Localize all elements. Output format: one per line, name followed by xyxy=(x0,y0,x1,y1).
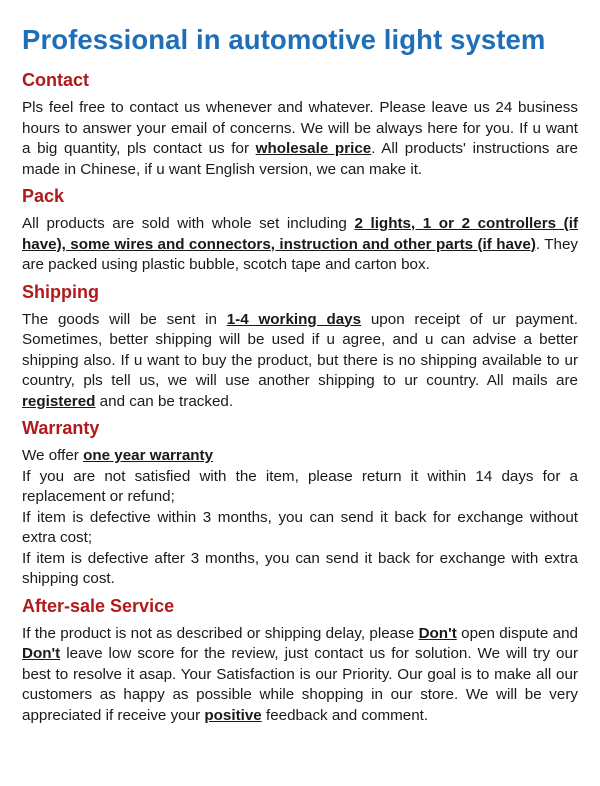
pack-section xyxy=(22,186,578,276)
shipping-text-3: and can be tracked. xyxy=(95,392,234,410)
aftersale-text-2: open dispute and xyxy=(456,624,578,642)
working-days-emphasis: 1-4 working days xyxy=(226,310,362,328)
aftersale-text-4: feedback and comment. xyxy=(261,706,429,724)
shipping-text-1: The goods will be sent in xyxy=(22,310,227,328)
one-year-warranty-emphasis: one year warranty xyxy=(83,447,214,464)
warranty-3-months-line: If item is defective within 3 months, you can send it back for exchange without extra cost; xyxy=(22,508,578,546)
package-contents-emphasis: 2 lights, 1 or 2 controllers (if have), some wires and connectors, instruction and other parts (if have) xyxy=(22,215,578,253)
aftersale-text xyxy=(22,624,578,727)
warranty-after-3-months-line: If item is defective after 3 months, you can send it back for exchange with extra shipping cost. xyxy=(22,549,578,587)
warranty-heading: Warranty xyxy=(22,418,100,438)
registered-emphasis: registered xyxy=(22,392,96,410)
warranty-text-1: We offer xyxy=(22,447,84,464)
shipping-text xyxy=(22,310,578,413)
aftersale-text-1: If the product is not as described or shipping delay, please xyxy=(22,624,419,642)
pack-text xyxy=(22,214,578,276)
shipping-heading: Shipping xyxy=(22,281,99,302)
contact-text xyxy=(22,98,578,180)
dont-dispute-emphasis: Don't xyxy=(418,624,457,642)
pack-heading: Pack xyxy=(22,186,65,206)
dont-low-score-emphasis: Don't xyxy=(22,645,61,662)
pack-text-1: All products are sold with whole set including xyxy=(22,215,355,232)
aftersale-heading: After-sale Service xyxy=(22,595,175,616)
warranty-text xyxy=(22,446,578,590)
aftersale-text-3: leave low score for the review, just contact us for solution. We will try our best to resolve it asap. Your Satisfaction is our Priority. Our goal is to make all our customers as happy as possible while shopping in our store. We will be very appreciated if receive your xyxy=(22,645,578,724)
warranty-return-line: If you are not satisfied with the item, please return it within 14 days for a replacement or refund; xyxy=(22,467,578,505)
aftersale-section xyxy=(22,596,578,727)
contact-text-2: . All products' instructions are made in Chinese, if u want English version, we can make it. xyxy=(22,140,578,178)
contact-heading: Contact xyxy=(22,70,89,90)
contact-text-1: Pls feel free to contact us whenever and whatever. Please leave us 24 business hours to answer your email of concerns. We will be always here for you. If u want a big quantity, pls contact us for xyxy=(22,99,578,157)
shipping-text-2: upon receipt of ur payment. Sometimes, better shipping will be used if u agree, and u can advise a better shipping also. If u want to buy the product, but there is no shipping available to ur country, pls tell us, we will use another shipping to ur country. All mails are xyxy=(22,310,578,389)
wholesale-price-emphasis: wholesale price xyxy=(255,140,372,157)
shipping-section xyxy=(22,282,578,413)
contact-section xyxy=(22,70,578,180)
positive-emphasis: positive xyxy=(204,706,262,724)
page-title: Professional in automotive light system xyxy=(22,24,546,55)
pack-text-2: . They are packed using plastic bubble, scotch tape and carton box. xyxy=(22,235,578,273)
warranty-section xyxy=(22,418,578,590)
